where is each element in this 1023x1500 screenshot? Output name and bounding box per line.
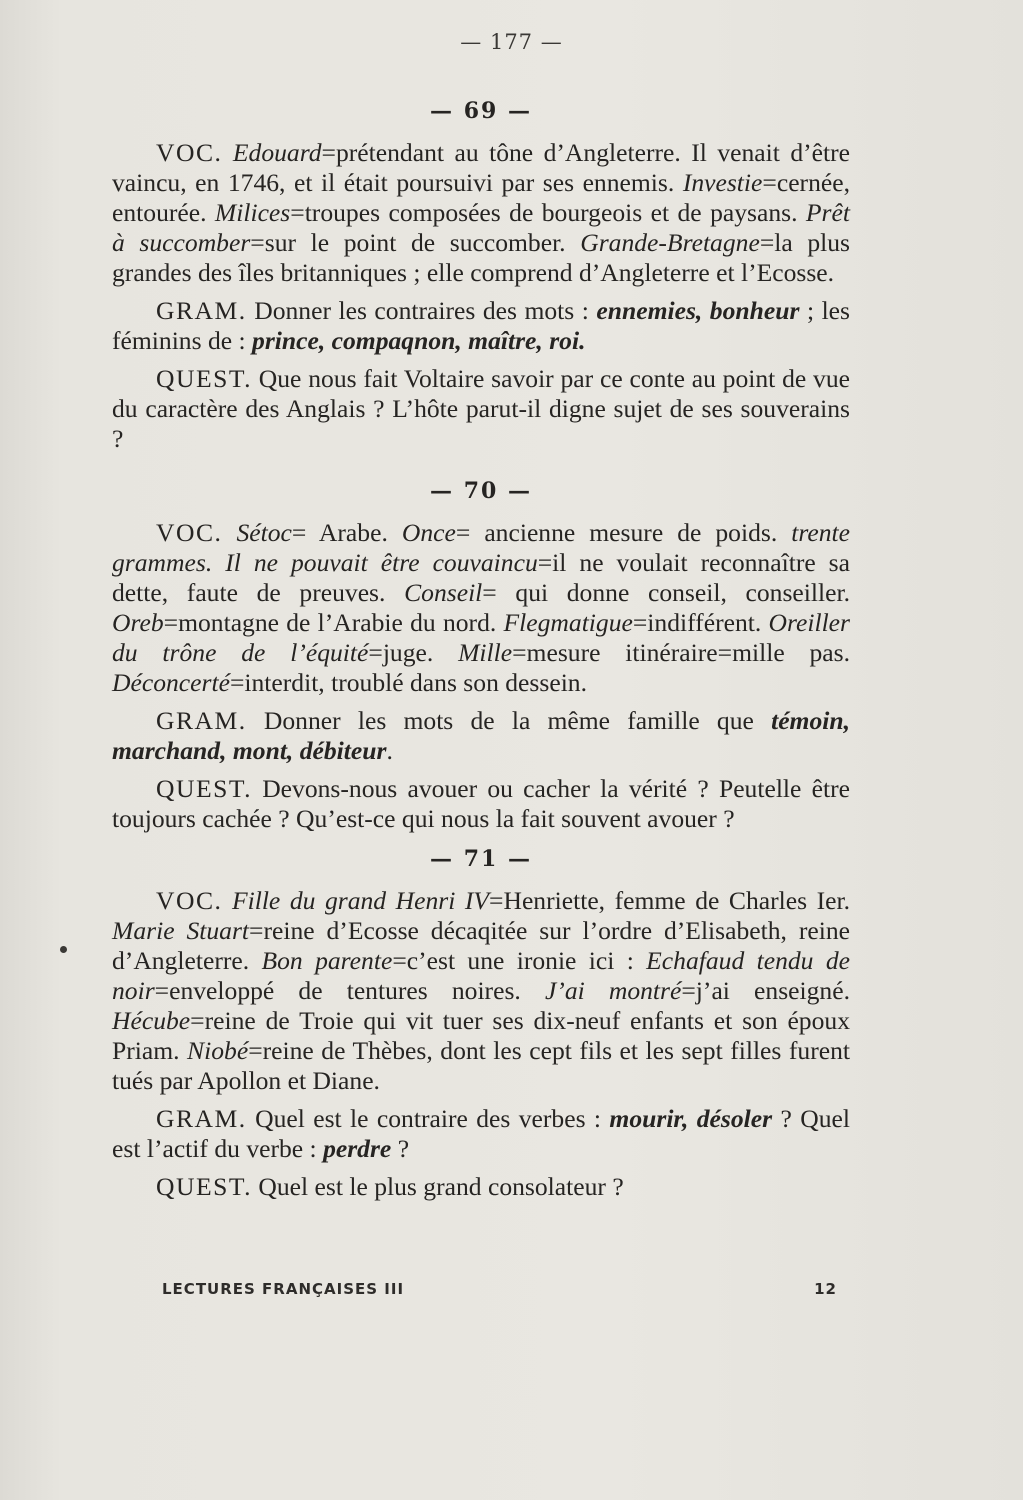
bold-term: témoin, marchand, mont, débiteur: [112, 706, 850, 765]
text-run: Que nous fait Voltaire savoir par ce conte au point de vue du caractère des Anglais ? L’hôte parut-il digne sujet de ses souverains ?: [112, 364, 850, 453]
italic-term: Grande-Bretagne: [580, 228, 760, 257]
italic-term: Once: [401, 518, 456, 547]
text-run: =troupes composées de bourgeois et de paysans.: [290, 198, 806, 227]
bold-term: ennemies, bonheur: [596, 296, 800, 325]
italic-term: Oreiller du trône de l’équité: [112, 608, 851, 667]
text-run: =il ne voulait reconnaître sa dette, faute de preuves.: [112, 548, 851, 607]
text-run: =la plus grandes des îles britanniques ; elle comprend d’Angleterre et l’Ecosse.: [112, 228, 851, 287]
text-run: =prétendant au tône d’Angleterre. Il venait d’être vaincu, en 1746, et il était poursuivi par ses ennemis.: [112, 138, 850, 197]
text-run: =indifférent.: [632, 608, 769, 637]
text-run: .: [386, 736, 393, 765]
italic-term: J’ai montré: [544, 976, 682, 1005]
text-run: =enveloppé de tentures noires.: [154, 976, 545, 1005]
quest-label: QUEST.: [156, 774, 252, 803]
italic-term: Sétoc: [236, 518, 292, 547]
text-run: =interdit, troublé dans son dessein.: [229, 668, 588, 697]
italic-term: Bon parente: [261, 946, 393, 975]
section-number: — 71 —: [430, 846, 532, 872]
section-number: — 70 —: [430, 478, 532, 504]
bold-term: mourir, désoler: [609, 1104, 773, 1133]
voc-paragraph: [112, 518, 850, 698]
text-run: ? Quel est l’actif du verbe :: [112, 1104, 850, 1163]
section-69: [112, 96, 850, 454]
text-run: =c’est une ironie ici :: [392, 946, 647, 975]
italic-term: Déconcerté: [112, 668, 230, 697]
bold-term: prince, compaqnon, maître, roi.: [252, 326, 586, 355]
bold-term: perdre: [323, 1134, 392, 1163]
text-run: ?: [391, 1134, 410, 1163]
voc-text: [112, 518, 850, 697]
quest-text: [258, 1172, 623, 1201]
page-number: — 177 —: [460, 30, 563, 54]
voc-label: VOC.: [156, 138, 223, 167]
italic-term: Mille: [458, 638, 513, 667]
italic-term: trente grammes. Il ne pouvait être couvaincu: [112, 518, 850, 577]
voc-paragraph: [112, 886, 850, 1096]
text-run: =reine de Troie qui vit tuer ses dix-neuf enfants et son époux Priam.: [112, 1006, 850, 1065]
quest-paragraph: [112, 364, 850, 454]
gram-paragraph: [112, 706, 850, 766]
gram-label: GRAM.: [156, 1104, 247, 1133]
text-run: =Henriette, femme de Charles Ier.: [489, 886, 850, 915]
page-footer: [162, 1280, 837, 1298]
text-run: = Arabe.: [291, 518, 402, 547]
text-column: [112, 96, 850, 1210]
voc-text: [112, 138, 850, 287]
text-run: =sur le point de succomber.: [250, 228, 581, 257]
text-run: =juge.: [368, 638, 459, 667]
italic-term: Fille du grand Henri IV: [231, 886, 490, 915]
text-run: =j’ai enseigné.: [681, 976, 850, 1005]
text-run: Quel est le plus grand consolateur ?: [258, 1172, 624, 1201]
italic-term: Hécube: [112, 1006, 191, 1035]
gram-paragraph: [112, 1104, 850, 1164]
italic-term: Edouard: [232, 138, 322, 167]
italic-term: Milices: [214, 198, 291, 227]
section-71: [112, 844, 850, 1202]
quest-label: QUEST.: [156, 364, 252, 393]
text-run: = ancienne mesure de poids.: [455, 518, 792, 547]
italic-term: Prêt à succomber: [112, 198, 850, 257]
italic-term: Marie Stuart: [112, 916, 250, 945]
text-run: Quel est le contraire des verbes :: [255, 1104, 610, 1133]
text-run: Donner les mots de la même famille que: [263, 706, 772, 735]
voc-paragraph: [112, 138, 850, 288]
italic-term: Investie: [682, 168, 763, 197]
quest-paragraph: [112, 1172, 850, 1202]
italic-term: Niobé: [187, 1036, 249, 1065]
text-run: =reine de Thèbes, dont les cept fils et les sept filles furent tués par Apollon et Diane.: [112, 1036, 850, 1095]
voc-label: VOC.: [156, 886, 223, 915]
italic-term: Conseil: [404, 578, 483, 607]
italic-term: Flegmatigue: [503, 608, 633, 637]
section-number: — 69 —: [430, 98, 532, 124]
ink-speck: [60, 946, 67, 953]
section-70: [112, 476, 850, 834]
text-run: = qui donne conseil, conseiller.: [482, 578, 850, 607]
italic-term: Oreb: [112, 608, 164, 637]
voc-label: VOC.: [156, 518, 223, 547]
gram-paragraph: [112, 296, 850, 356]
text-run: ; les féminins de :: [112, 296, 850, 355]
quest-label: QUEST.: [156, 1172, 252, 1201]
text-run: Donner les contraires des mots :: [254, 296, 597, 325]
voc-text: [112, 886, 850, 1095]
italic-term: Echafaud tendu de noir: [112, 946, 850, 1005]
text-run: =mesure itinéraire=mille pas.: [512, 638, 851, 667]
quest-paragraph: [112, 774, 850, 834]
gram-label: GRAM.: [156, 706, 247, 735]
text-run: Devons-nous avouer ou cacher la vérité ? Peutelle être toujours cachée ? Qu’est-ce qui nous la fait souvent avouer ?: [112, 774, 850, 833]
text-run: =montagne de l’Arabie du nord.: [163, 608, 504, 637]
text-run: =cernée, entourée.: [112, 168, 850, 227]
text-run: =reine d’Ecosse décaqitée sur l’ordre d’Elisabeth, reine d’Angleterre.: [112, 916, 850, 975]
book-title: LECTURES FRANÇAISES III: [162, 1280, 405, 1298]
gram-label: GRAM.: [156, 296, 247, 325]
signature-number: 12: [814, 1280, 837, 1298]
